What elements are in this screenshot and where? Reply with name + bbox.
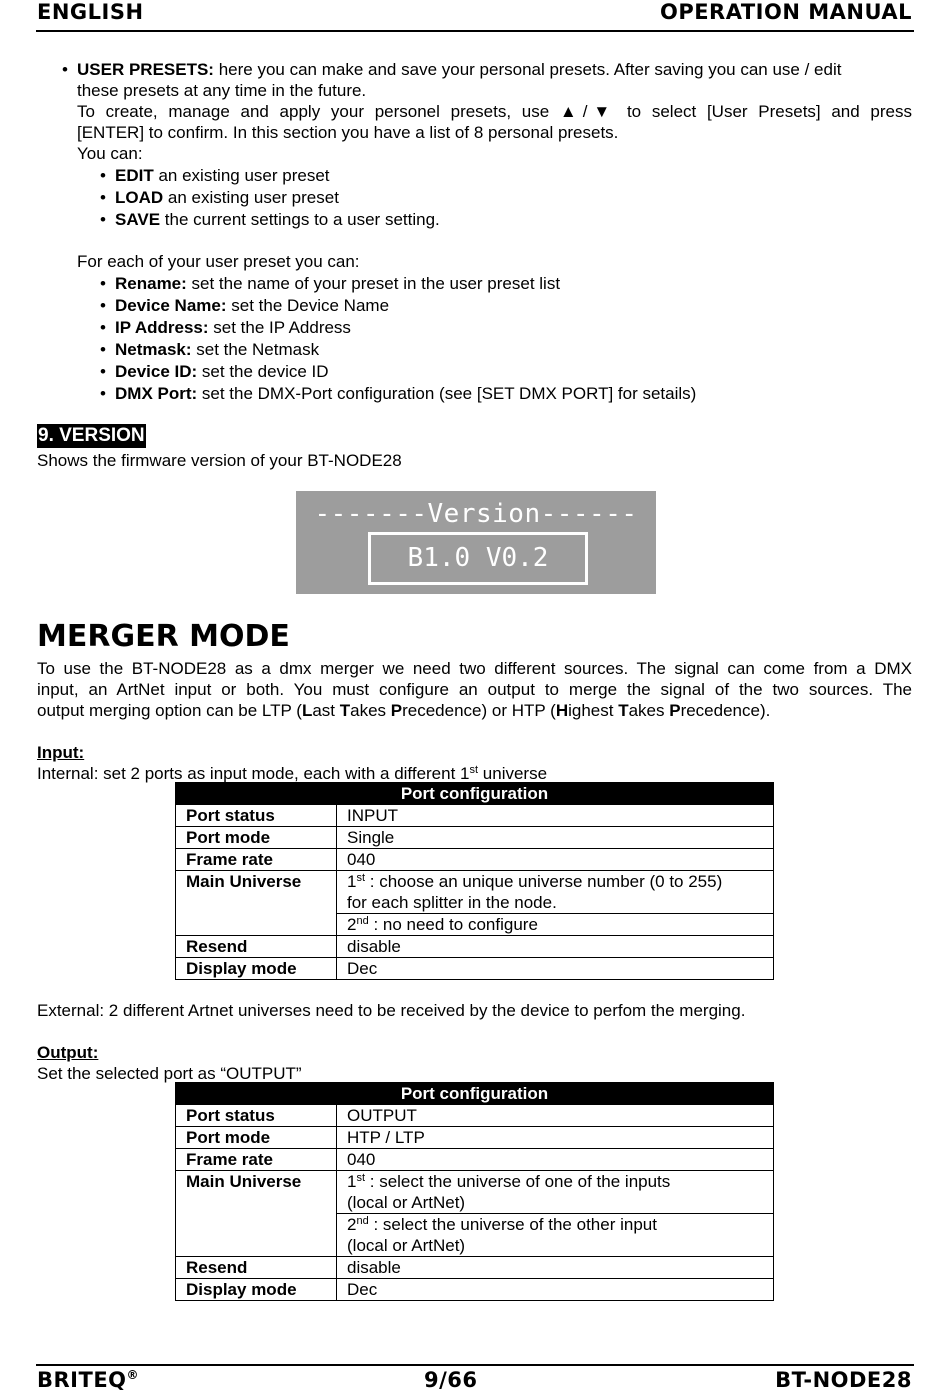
footer-rule [36,1364,914,1366]
option-label: Netmask: [115,340,192,359]
table-value: Single [337,827,774,849]
table-row [176,958,774,980]
action-save [115,209,440,230]
user-presets-label: USER PRESETS: [77,60,214,79]
output-description: Set the selected port as “OUTPUT” [37,1064,302,1083]
header-left: ENGLISH [37,0,144,24]
input-internal-sup: st [469,764,479,776]
merger-para-line2: input, an ArtNet input or both. You must configure an output to merge the signal of the two sources. The [37,680,912,699]
option-device-id [115,361,329,382]
table-header: Port configuration [176,783,774,805]
header-rule [36,30,914,32]
table-key: Display mode [176,1279,337,1301]
table-header: Port configuration [176,1083,774,1105]
table-value: Dec [337,958,774,980]
external-text: External: 2 different Artnet universes need to be received by the device to perfom the merging. [37,1001,746,1020]
user-presets-line2: these presets at any time in the future. [77,81,367,100]
main-1a: : select the universe of one of the inputs [365,1172,671,1191]
you-can-text: You can: [77,144,143,163]
table-value [337,1171,774,1214]
version-description: Shows the firmware version of your BT-NODE28 [37,451,402,470]
ordinal-num: 2 [347,915,357,934]
table-value: disable [337,936,774,958]
table-value: disable [337,1257,774,1279]
option-text: set the Device Name [226,296,390,315]
table-value: 040 [337,849,774,871]
output-heading: Output: [37,1043,99,1062]
option-text: set the device ID [197,362,329,381]
main-2b: (local or ArtNet) [347,1236,466,1255]
action-load [115,187,339,208]
version-section-title: 9. VERSION [38,425,145,446]
table-value: 040 [337,1149,774,1171]
lcd-title: -------Version------ [314,499,638,529]
input-internal-text [37,763,547,784]
table-value: Dec [337,1279,774,1301]
input-heading: Input: [37,743,85,762]
table-value [337,1214,774,1257]
option-text: set the IP Address [208,318,351,337]
main-2a: : no need to configure [368,915,538,934]
option-ip-address [115,317,351,338]
ordinal-sup: st [356,1172,366,1184]
table-key: Frame rate [176,1149,337,1171]
registered-mark: ® [126,1368,140,1382]
option-label: DMX Port: [115,384,198,403]
action-load-label: LOAD [115,188,164,207]
table-value [337,914,774,936]
for-each-text: For each of your user preset you can: [77,252,360,271]
table-row [176,1105,774,1127]
table-row [176,827,774,849]
merger-para-line1: To use the BT-NODE28 as a dmx merger we need two different sources. The signal can come from a DMX [37,659,912,678]
main-1a: : choose an unique universe number (0 to 255) [365,872,723,891]
option-label: Device Name: [115,296,227,315]
action-load-text: an existing user preset [163,188,339,207]
table-row [176,936,774,958]
action-save-text: the current settings to a user setting. [160,210,440,229]
ordinal-sup: nd [356,1215,369,1227]
table-value: OUTPUT [337,1105,774,1127]
option-device-name [115,295,389,316]
table-key: Main Universe [176,871,337,936]
option-rename [115,273,560,294]
lcd-value-box: B1.0 V0.2 [368,532,588,585]
user-presets-line1: here you can make and save your personal presets. After saving you can use / edit [218,60,842,79]
option-label: Device ID: [115,362,198,381]
table-key: Resend [176,936,337,958]
table-key: Display mode [176,958,337,980]
user-presets-item [77,59,841,80]
table-row [176,1257,774,1279]
table-row [176,1149,774,1171]
action-edit-text: an existing user preset [153,166,330,185]
table-value [337,871,774,914]
ordinal-num: 1 [347,1172,357,1191]
input-port-config-table [175,782,774,980]
option-netmask [115,339,319,360]
table-key: Port status [176,1105,337,1127]
ordinal-num: 1 [347,872,357,891]
option-text: set the DMX-Port configuration (see [SET DMX PORT] for setails) [197,384,697,403]
footer-page-number: 9/66 [424,1368,478,1392]
input-internal-b: universe [478,764,548,783]
option-text: set the Netmask [191,340,320,359]
footer-brand-name: BRITEQ [37,1368,127,1392]
table-row [176,871,774,914]
action-edit [115,165,330,186]
table-key: Port mode [176,1127,337,1149]
option-dmx-port [115,383,696,404]
main-2a: : select the universe of the other input [368,1215,657,1234]
header-right: OPERATION MANUAL [659,0,912,24]
table-row [176,1171,774,1214]
user-presets-line4: [ENTER] to confirm. In this section you have a list of 8 personal presets. [77,123,619,142]
ordinal-num: 2 [347,1215,357,1234]
merger-para-line3: output merging option can be LTP (Last Takes Precedence) or HTP (Highest Takes Precedence). [37,701,771,720]
option-label: IP Address: [115,318,209,337]
version-lcd-display [296,491,656,594]
table-value: INPUT [337,805,774,827]
table-key: Main Universe [176,1171,337,1257]
main-1b: (local or ArtNet) [347,1193,466,1212]
action-save-label: SAVE [115,210,161,229]
table-key: Resend [176,1257,337,1279]
user-presets-line3: To create, manage and apply your personel presets, use ▲/▼ to select [User Presets] and press [77,102,912,121]
table-row [176,1279,774,1301]
table-value: HTP / LTP [337,1127,774,1149]
table-row [176,1127,774,1149]
footer-brand [37,1370,139,1391]
table-row [176,849,774,871]
action-edit-label: EDIT [115,166,154,185]
output-port-config-table [175,1082,774,1301]
ordinal-sup: st [356,872,366,884]
footer-model: BT-NODE28 [775,1368,912,1392]
table-row [176,805,774,827]
table-key: Port mode [176,827,337,849]
option-label: Rename: [115,274,187,293]
table-key: Port status [176,805,337,827]
option-text: set the name of your preset in the user preset list [186,274,561,293]
merger-mode-title: MERGER MODE [37,619,290,654]
input-internal-a: Internal: set 2 ports as input mode, each with a different 1 [37,764,470,783]
table-key: Frame rate [176,849,337,871]
ordinal-sup: nd [356,915,369,927]
main-1b: for each splitter in the node. [347,893,557,912]
